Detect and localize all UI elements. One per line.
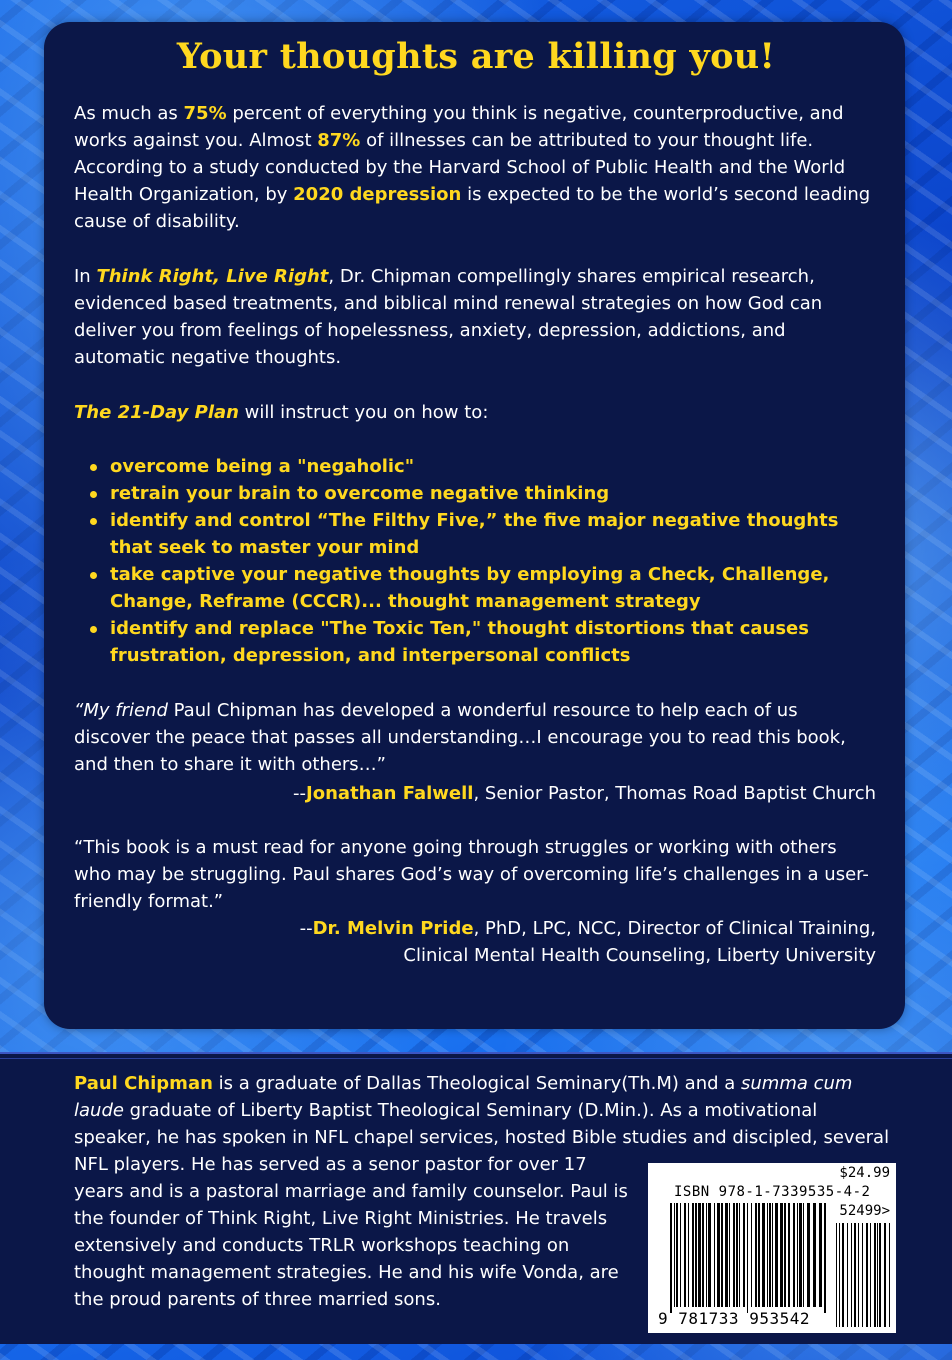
endorsement-attribution-2-line-2: Clinical Mental Health Counseling, Liberty University [403, 945, 876, 966]
intro-text-2: percent of everything you think is negative, counterproductive, and works against you. Almost [74, 103, 844, 151]
bio-line-5: years and is a pastoral marriage and family counselor. Paul is [74, 1181, 628, 1202]
quote1-body: Paul Chipman has developed a wonderful resource to help each of us discover the peace that passes all understanding…I encourage you to read this book, and then to share it with others…” [74, 700, 846, 775]
addon-code: 52499> [839, 1203, 890, 1219]
addon-bar [874, 1223, 876, 1327]
addon-bar [836, 1223, 837, 1327]
bio-line-6: the founder of Think Right, Live Right Ministries. He travels [74, 1208, 608, 1229]
plan-bullet-list [90, 453, 880, 669]
barcode-bar [708, 1203, 711, 1307]
bio-italic: summa cum [741, 1073, 853, 1094]
barcode-bar [772, 1203, 773, 1307]
addon-bar [851, 1223, 852, 1327]
quote1-role: , Senior Pastor, Thomas Road Baptist Church [473, 783, 876, 804]
bio-line-2 [74, 1097, 817, 1124]
book-title: Think Right, Live Right [96, 266, 329, 287]
barcode-bar [807, 1203, 810, 1307]
endorsement-quote-2: “This book is a must read for anyone going through struggles or working with others who may be struggling. Paul shares God’s way of overcoming life’s challenges in a user-friendly format.” [74, 837, 869, 912]
barcode-bar [729, 1203, 730, 1307]
barcode-bar [751, 1203, 752, 1307]
barcode-bar [714, 1203, 715, 1307]
bullet-item [90, 507, 880, 561]
bullet-text: overcome being a "negaholic" [110, 456, 415, 477]
barcode-bar [799, 1203, 802, 1307]
quote2-dash: -- [299, 918, 313, 939]
barcode-bar [767, 1203, 768, 1307]
barcode-bar [743, 1203, 745, 1307]
barcode-bar [762, 1203, 765, 1307]
bullet-text: identify and control “The Filthy Five,” the five major negative thoughts that seek to master your mind [110, 510, 839, 558]
headline: Your thoughts are killing you! [176, 36, 776, 77]
barcode-bar [775, 1203, 778, 1307]
quote1-dash: -- [293, 783, 307, 804]
plan-intro [74, 399, 874, 426]
intro-text-3: of illnesses can be attributed to your thought life. According to a study conducted by the Harvard School of Public Health and the World Health Organization, by [74, 130, 846, 205]
bullet-dot-icon [90, 572, 97, 579]
bullet-dot-icon [90, 464, 97, 471]
intro-text-4: is expected to be the world’s second leading cause of disability. [74, 184, 871, 232]
price-label: $24.99 [839, 1165, 890, 1181]
book-paragraph [74, 263, 874, 371]
barcode-bar [717, 1203, 720, 1307]
barcode-bar [769, 1203, 771, 1307]
barcode-bar [733, 1203, 735, 1307]
bullet-text: identify and replace "The Toxic Ten," thought distortions that causes frustration, depression, and interpersonal conflicts [110, 618, 809, 666]
endorsement-attribution-2 [74, 915, 876, 942]
barcode-bar [695, 1203, 697, 1307]
addon-bar [877, 1223, 878, 1327]
isbn-label: ISBN 978-1-7339535-4-2 [674, 1184, 871, 1200]
book-text-2: , Dr. Chipman compellingly shares empirical research, evidenced based treatments, and biblical mind renewal strategies on how God can deliver you from feelings of hopelessness, anxiety, depression, addictions, and automatic negative thoughts. [74, 266, 823, 368]
quote1-lead: “My friend [74, 700, 168, 721]
bio-line-1 [74, 1070, 852, 1097]
quote2-author: Dr. Melvin Pride [312, 918, 474, 939]
barcode-bar [793, 1203, 795, 1307]
addon-bar [889, 1223, 890, 1327]
barcode-bar [670, 1203, 672, 1313]
quote2-role-line-1: , PhD, LPC, NCC, Director of Clinical Training, [473, 918, 876, 939]
bullet-item [90, 480, 880, 507]
book-text-1: In [74, 266, 97, 287]
barcode-bar [803, 1203, 804, 1307]
bullet-dot-icon [90, 491, 97, 498]
barcode-bar [780, 1203, 783, 1307]
stat-2020-depression: 2020 depression [293, 184, 462, 205]
barcode-number: 9 781733 953542 [658, 1309, 810, 1328]
barcode-bar [688, 1203, 689, 1307]
barcode-bar [674, 1203, 675, 1307]
intro-paragraph [74, 100, 874, 235]
addon-bar [879, 1223, 881, 1327]
plan-intro-text: will instruct you on how to: [238, 402, 489, 423]
endorsement-quote-1 [74, 697, 876, 778]
barcode-bar [680, 1203, 681, 1307]
bio-line-9: the proud parents of three married sons. [74, 1289, 441, 1310]
barcode-bar [698, 1203, 701, 1307]
barcode-bar [739, 1203, 740, 1307]
barcode-bar [747, 1203, 748, 1313]
bullet-dot-icon [90, 626, 97, 633]
barcode-bar [755, 1203, 757, 1307]
barcode-bar [797, 1203, 798, 1307]
barcode-bar [758, 1203, 760, 1307]
bio-text: is a graduate of Dallas Theological Seminary(Th.M) and a [212, 1073, 742, 1094]
bullet-item [90, 615, 880, 669]
bullet-dot-icon [90, 518, 97, 525]
bullet-item [90, 453, 880, 480]
endorsement-attribution-1 [74, 780, 876, 807]
bio-line-7: extensively and conducts TRLR workshops teaching on [74, 1235, 570, 1256]
barcode-bar [784, 1203, 786, 1307]
quote1-author: Jonathan Falwell [306, 783, 474, 804]
addon-bar [870, 1223, 871, 1327]
bullet-text: take captive your negative thoughts by employing a Check, Challenge, Change, Reframe (CCCR)... thought management strategy [110, 564, 830, 612]
bio-line-4: NFL players. He has served as a senor pastor for over 17 [74, 1154, 587, 1175]
intro-text-1: As much as [74, 103, 184, 124]
stat-87-percent: 87% [317, 130, 361, 151]
addon-bar [839, 1223, 840, 1327]
stat-75-percent: 75% [183, 103, 227, 124]
barcode-bar [684, 1203, 686, 1307]
barcode-bar [725, 1203, 728, 1307]
bullet-item [90, 561, 880, 615]
barcode-bar [721, 1203, 723, 1307]
barcode-bar [813, 1203, 816, 1307]
barcode-bar [676, 1203, 678, 1307]
bio-italic: laude [74, 1100, 124, 1121]
isbn-barcode [648, 1163, 896, 1333]
plan-title: The 21-Day Plan [74, 402, 239, 423]
addon-bar [858, 1223, 859, 1327]
addon-bar [854, 1223, 856, 1327]
barcode-bar [788, 1203, 790, 1307]
bio-line-3: speaker, he has spoken in NFL chapel services, hosted Bible studies and discipled, several [74, 1127, 890, 1148]
addon-bar [862, 1223, 863, 1327]
addon-bar [847, 1223, 848, 1327]
barcode-bar [702, 1203, 704, 1307]
author-name: Paul Chipman [74, 1073, 213, 1094]
divider [0, 1058, 952, 1059]
barcode-bar [706, 1203, 707, 1307]
bio-text: graduate of Liberty Baptist Theological Seminary (D.Min.). As a motivational [123, 1100, 818, 1121]
barcode-bar [736, 1203, 738, 1307]
bullet-text: retrain your brain to overcome negative thinking [110, 483, 610, 504]
barcode-bar [819, 1203, 822, 1307]
barcode-bar [692, 1203, 694, 1307]
addon-bar [842, 1223, 844, 1327]
addon-bar [866, 1223, 868, 1327]
bio-line-8: thought management strategies. He and his wife Vonda, are [74, 1262, 619, 1283]
barcode-bar [824, 1203, 826, 1313]
addon-bar [884, 1223, 886, 1327]
